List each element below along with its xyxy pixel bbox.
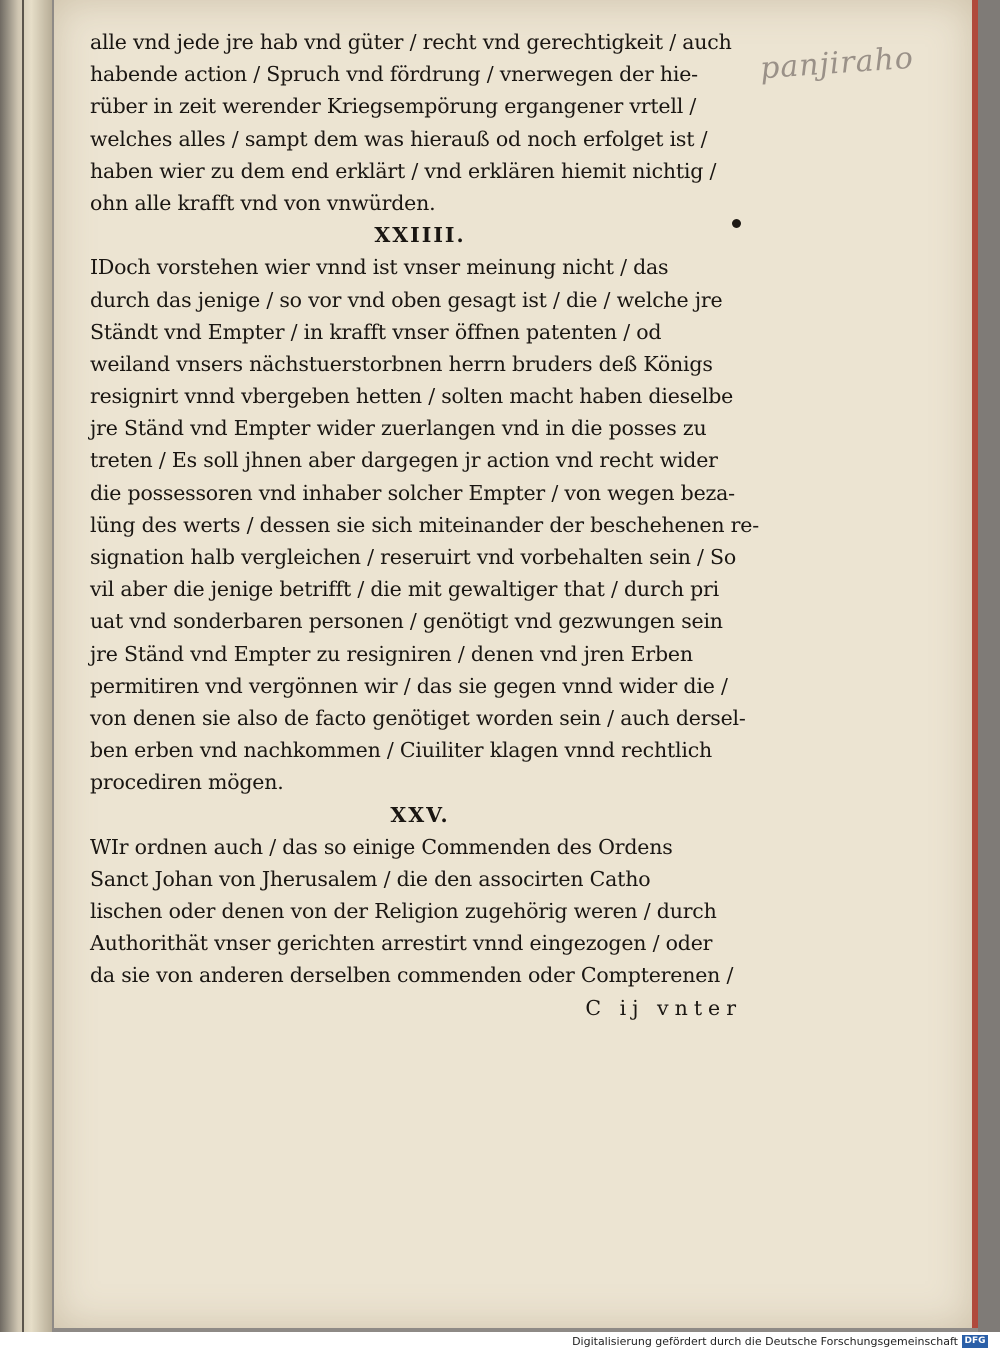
book-spine — [0, 0, 52, 1332]
text-line: rüber in zeit werender Kriegsempörung ergangener vrtell / — [90, 94, 697, 119]
footer-bar — [0, 1332, 1000, 1352]
text-line: die possessoren vnd inhaber solcher Empter / von wegen beza- — [90, 480, 735, 505]
text-line: procediren mögen. — [90, 770, 284, 795]
footer-credit: Digitalisierung gefördert durch die Deutsche Forschungsgemeinschaft — [572, 1335, 958, 1348]
text-line: lischen oder denen von der Religion zugehörig weren / durch — [90, 899, 717, 924]
text-line: Authorithät vnser gerichten arrestirt vnnd eingezogen / oder — [90, 931, 713, 956]
text-line: permitiren vnd vergönnen wir / das sie gegen vnnd wider die / — [90, 673, 728, 698]
text-line: habende action / Spruch vnd fördrung / vnerwegen der hie- — [90, 62, 698, 87]
text-line: Ständt vnd Empter / in krafft vnser öffnen patenten / od — [90, 319, 662, 344]
text-line: uat vnd sonderbaren personen / genötigt vnd gezwungen sein — [90, 609, 723, 634]
page-edge-dark — [978, 0, 1000, 1332]
text-line: jre Ständ vnd Empter zu resigniren / denen vnd jren Erben — [90, 641, 693, 666]
text-line: jre Ständ vnd Empter wider zuerlangen vnd in die posses zu — [90, 416, 707, 441]
text-line: Sanct Johan von Jherusalem / die den associrten Catho — [90, 866, 651, 891]
text-line: ben erben vnd nachkommen / Ciuiliter klagen vnnd rechtlich — [90, 738, 712, 763]
text-line: ohn alle krafft vnd von vnwürden. — [90, 190, 436, 215]
signature-catchword: C ij vnter — [585, 995, 742, 1020]
text-line: lüng des werts / dessen sie sich miteinander der beschehenen re- — [90, 512, 759, 537]
text-line: von denen sie also de facto genötiget worden sein / auch dersel- — [90, 705, 746, 730]
text-line: vil aber die jenige betrifft / die mit gewaltiger that / durch pri — [90, 577, 720, 602]
text-line: weiland vnsers nächstuerstorbnen herrn bruders deß Königs — [90, 351, 713, 376]
text-line: signation halb vergleichen / reseruirt vnd vorbehalten sein / So — [90, 545, 737, 569]
text-line: da sie von anderen derselben commenden oder Compterenen / — [90, 963, 734, 988]
text-line: alle vnd jede jre hab vnd güter / recht vnd gerechtigkeit / auch — [90, 30, 732, 54]
text-line: treten / Es soll jhnen aber dargegen jr action vnd recht wider — [90, 448, 718, 473]
text-line: resignirt vnnd vbergeben hetten / solten macht haben dieselbe — [90, 384, 734, 409]
margin-annotation: panjiraho — [758, 40, 915, 87]
spine-crease — [22, 0, 24, 1332]
text-line: WIr ordnen auch / das so einige Commenden des Ordens — [90, 834, 673, 859]
section-heading: XXIIII. — [374, 223, 466, 248]
text-line: IDoch vorstehen wier vnnd ist vnser meinung nicht / das — [90, 255, 669, 280]
dfg-logo: DFG — [962, 1335, 988, 1348]
text-line: haben wier zu dem end erklärt / vnd erklären hiemit nichtig / — [90, 158, 717, 183]
body-text — [90, 26, 759, 1024]
text-line: welches alles / sampt dem was hierauß od noch erfolget ist / — [90, 126, 708, 151]
section-heading: XXV. — [390, 802, 450, 827]
text-line: durch das jenige / so vor vnd oben gesagt ist / die / welche jre — [90, 287, 723, 312]
